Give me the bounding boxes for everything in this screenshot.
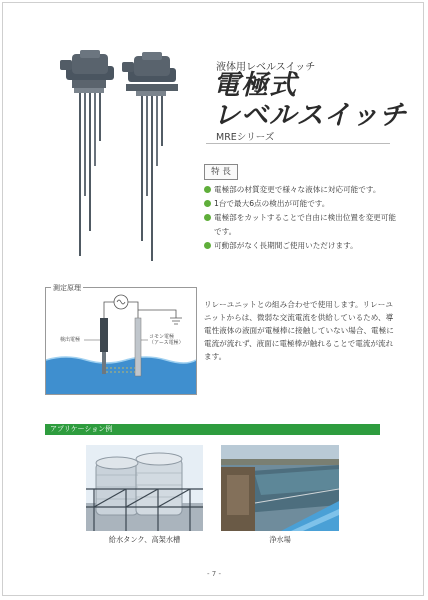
caption-water-tank: 給水タンク、高架水槽 [108,535,181,544]
feature-item: 電極部の材質変更で様々な液体に対応可能です。 [204,183,399,197]
bullet-icon [204,200,211,207]
applications-heading: アプリケーション例 [50,425,113,433]
ground-icon [138,310,182,324]
wire-left [104,302,114,318]
bullet-icon [204,242,211,249]
detect-electrode-rod [102,352,106,374]
feature-item: 可動部がなく長期間ご使用いただけます。 [204,239,399,253]
wire-right [128,302,138,318]
product-category: 液体用レベルスイッチ [216,62,316,73]
title-line-2: レベルスイッチ [213,100,408,131]
sensor-left [60,50,114,256]
water-treatment-photo [221,445,339,531]
title-divider [206,143,390,144]
feature-item: 電極部をカットすることで自由に検出位置を変更可能です。 [204,211,399,239]
principle-heading: 測定原理 [53,284,81,292]
product-series: MREシリーズ [216,132,275,143]
common-electrode-label: コモン電極 （アース電極） [149,334,184,346]
caption-water-treatment: 浄水場 [269,535,291,544]
bullet-icon [204,186,211,193]
product-photo [58,46,188,271]
detect-electrode-head [100,318,108,352]
page-number: - 7 - [207,570,221,578]
detect-electrode-label: 検出電極 [60,337,81,343]
water-tank-photo [86,445,203,531]
features-heading: 特 長 [204,164,238,180]
features-list [204,183,399,253]
sensor-right [122,52,178,261]
product-title [213,71,407,131]
principle-description: リレーユニットとの組み合わせで使用します。リレーユニットからは、微弱な交流電流を供給しているため、導電性液体の液面が電極棒に接触していない場合、電極に電流が流れず、液面に電極棒が触れることで電流が流れます。 [204,300,394,361]
bullet-icon [204,214,211,221]
common-electrode-rod [135,318,141,376]
feature-item: 1台で最大6点の検出が可能です。 [204,197,399,211]
title-line-1: 電極式 [213,70,297,101]
principle-diagram-box [45,287,197,395]
